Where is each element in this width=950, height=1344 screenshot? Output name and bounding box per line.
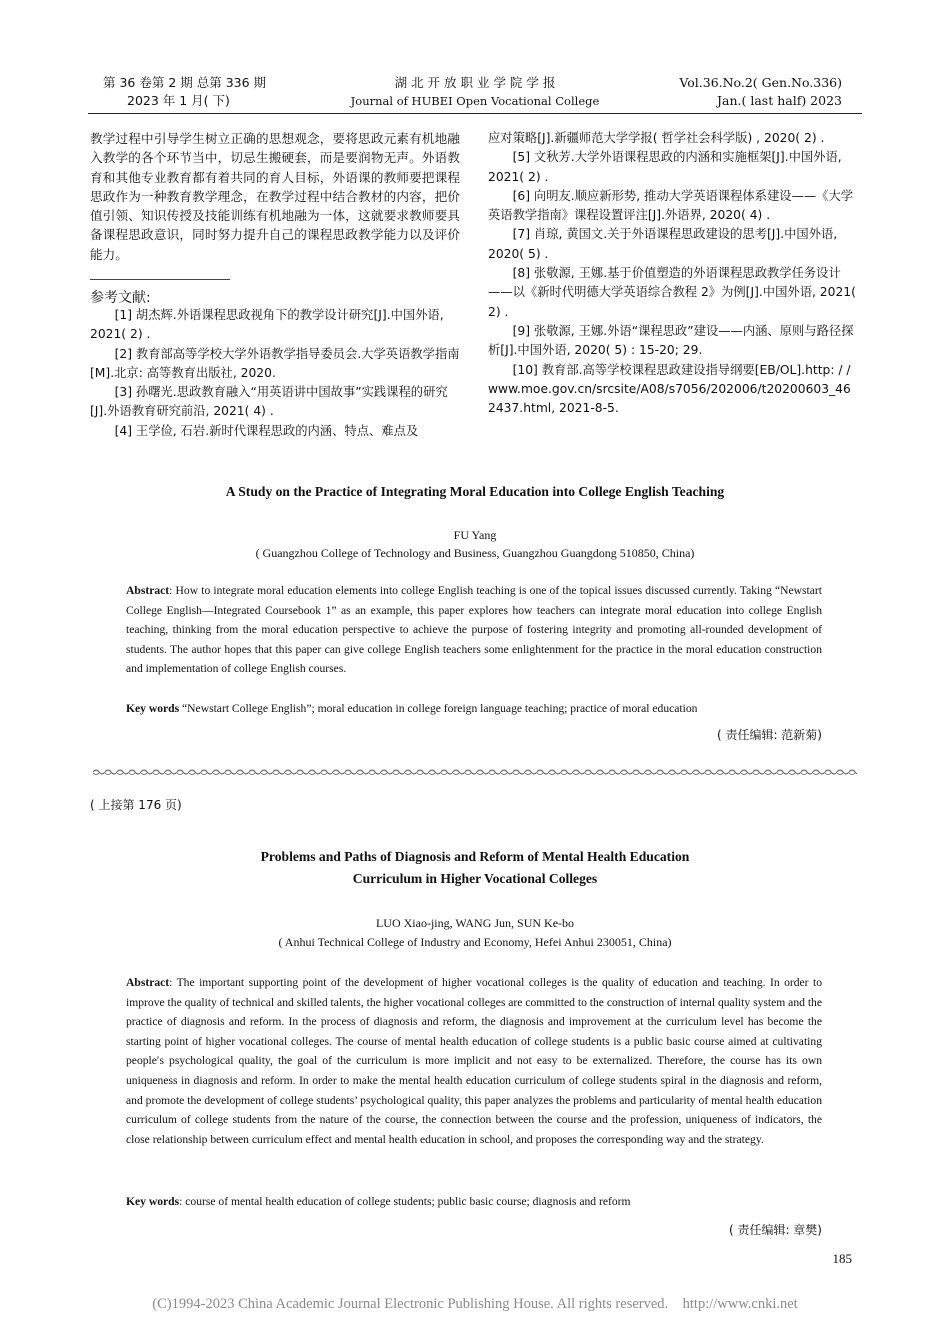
title-line: Problems and Paths of Diagnosis and Reform of Mental Health Education bbox=[260, 849, 690, 864]
reference-item: [3] 孙曙光.思政教育融入“用英语讲中国故事”实践课程的研究[J].外语教育研究前沿, 2021( 4) . bbox=[90, 385, 448, 419]
volume-info: 第 36 卷第 2 期 总第 336 期 bbox=[103, 75, 267, 90]
article2-keywords bbox=[126, 1192, 822, 1212]
abstract-label: Abstract bbox=[126, 584, 170, 597]
references-right bbox=[488, 129, 858, 418]
reference-item: [9] 张敬源, 王娜.外语“课程思政”建设——内涵、原则与路径探析[J].中国外语, 2020( 5) : 15-20; 29. bbox=[488, 323, 854, 358]
journal-title-en: Journal of HUBEI Open Vocational College bbox=[350, 94, 600, 108]
article1-editor: ( 责任编辑: 范新菊) bbox=[716, 728, 822, 742]
article1-abstract bbox=[126, 581, 822, 679]
keywords-label: Key words bbox=[126, 702, 180, 715]
reference-item: [2] 教育部高等学校大学外语教学指导委员会.大学英语教学指南[M].北京: 高等教育出版社, 2020. bbox=[90, 346, 460, 380]
header-right bbox=[640, 74, 842, 110]
references-left bbox=[90, 306, 462, 441]
abstract-text: : How to integrate moral education elements into college English teaching is one of the topical issues discussed currently. Taking “Newstart College English—Integrated Coursebook 1” as an example, this paper explores how teachers can integrate moral education into college English teaching, thinking from the moral education perspective to achieve the purpose of fostering integrity and promoting all-rounded development of students. The author hopes that this paper can give college English teachers some enlightenment for the practice in the moral education construction and implementation of college English courses. bbox=[126, 584, 822, 676]
left-body-text: 教学过程中引导学生树立正确的思想观念，要将思政元素有机地融入教学的各个环节当中，切忌生搬硬套，而是要润物无声。外语教育和其他专业教育都有着共同的育人目标，外语课的教师要把课程思政作为一种教育教学理念，在教学过程中结合教材的内容，把价值引领、知识传授及技能训练有机地融为一体，这就要求教师要具备课程思政意识，同时努力提升自己的课程思政教学能力以及评价能力。 bbox=[90, 131, 460, 262]
abstract-label: Abstract bbox=[126, 976, 170, 989]
title-line: Curriculum in Higher Vocational Colleges bbox=[352, 871, 598, 886]
article2-authors: LUO Xiao-jing, WANG Jun, SUN Ke-bo bbox=[375, 916, 575, 930]
reference-item: [6] 向明友.顺应新形势, 推动大学英语课程体系建设——《大学英语教学指南》课程设置评注[J].外语界, 2020( 4) . bbox=[488, 188, 854, 223]
header-left bbox=[103, 74, 303, 110]
article1-title: A Study on the Practice of Integrating Moral Education into College English Teaching bbox=[225, 484, 725, 499]
article2-editor: ( 责任编辑: 章樊) bbox=[728, 1223, 822, 1237]
article2-abstract bbox=[126, 973, 822, 1149]
references-rule bbox=[90, 279, 230, 280]
reference-item: [5] 文秋芳.大学外语课程思政的内涵和实施框架[J].中国外语, 2021( 2) . bbox=[488, 150, 842, 184]
reference-continuation: 应对策略[J].新疆师范大学学报( 哲学社会科学版) , 2020( 2) . bbox=[488, 131, 825, 145]
article2-title bbox=[90, 846, 860, 890]
volume-info-en: Vol.36.No.2( Gen.No.336) bbox=[679, 75, 842, 90]
article1-keywords bbox=[126, 699, 822, 719]
header-center bbox=[330, 74, 620, 110]
reference-item: [4] 王学俭, 石岩.新时代课程思政的内涵、特点、难点及 bbox=[114, 423, 419, 438]
abstract-text: : The important supporting point of the development of higher vocational colleges is the quality of education and teaching. In order to improve the quality of technical and skilled talents, the higher vocational colleges are committed to the construction of internal quality system and the practice of diagnosis and reform. In the process of diagnosis and reform, the diagnosis and improvement at the curriculum level has become the starting point of higher vocational colleges. The course of mental health education of college students is a public basic course aimed at cultivating people′s psychological quality, the goal of the curriculum is more implicit and not easy to be externalized. Therefore, the course has its own uniqueness in diagnosis and reform. In order to make the mental health education curriculum of college students spiral in the diagnosis and reform, and promote the development of college students’ psychological quality, this paper analyzes the problems and particularity of mental health education curriculum of college students from the nature of the course, the connection between the course and the profession, uniqueness of indicators, the close relationship between curriculum effect and mental health education in school, and proposes the corresponding way and the strategy. bbox=[126, 976, 822, 1146]
issue-date-en: Jan.( last half) 2023 bbox=[717, 93, 842, 108]
keywords-text: “Newstart College English”; moral education in college foreign language teaching; practice of moral education bbox=[179, 702, 698, 715]
keywords-text: : course of mental health education of college students; public basic course; diagnosis and reform bbox=[179, 1195, 631, 1208]
journal-title-cn: 湖 北 开 放 职 业 学 院 学 报 bbox=[394, 75, 556, 90]
copyright-footer: (C)1994-2023 China Academic Journal Electronic Publishing House. All rights reserved. http://www.cnki.net bbox=[152, 1296, 798, 1312]
issue-date: 2023 年 1 月( 下) bbox=[127, 93, 230, 108]
reference-item: [10] 教育部.高等学校课程思政建设指导纲要[EB/OL].http: / /www.moe.gov.cn/srcsite/A08/s7056/202006/t20200603_462437.html, 2021-8-5. bbox=[488, 362, 851, 416]
references-heading: 参考文献: bbox=[90, 290, 151, 306]
reference-item: [7] 肖琼, 黄国文.关于外语课程思政建设的思考[J].中国外语, 2020( 5) . bbox=[488, 227, 838, 261]
page-number: 185 bbox=[832, 1251, 852, 1266]
article1-author: FU Yang bbox=[453, 528, 497, 542]
reference-item: [8] 张敬源, 王娜.基于价值塑造的外语课程思政教学任务设计——以《新时代明德大学英语综合教程 2》为例[J].中国外语, 2021( 2) . bbox=[488, 266, 856, 319]
reference-item: [1] 胡杰辉.外语课程思政视角下的教学设计研究[J].中国外语, 2021( 2) . bbox=[90, 308, 444, 342]
article1-affiliation: ( Guangzhou College of Technology and Business, Guangzhou Guangdong 510850, China) bbox=[255, 546, 695, 560]
wavy-separator bbox=[93, 768, 857, 776]
continued-from: ( 上接第 176 页) bbox=[90, 798, 182, 812]
keywords-label: Key words bbox=[126, 1195, 180, 1208]
header-rule bbox=[88, 113, 862, 114]
article2-affiliation: ( Anhui Technical College of Industry and Economy, Hefei Anhui 230051, China) bbox=[278, 935, 672, 949]
